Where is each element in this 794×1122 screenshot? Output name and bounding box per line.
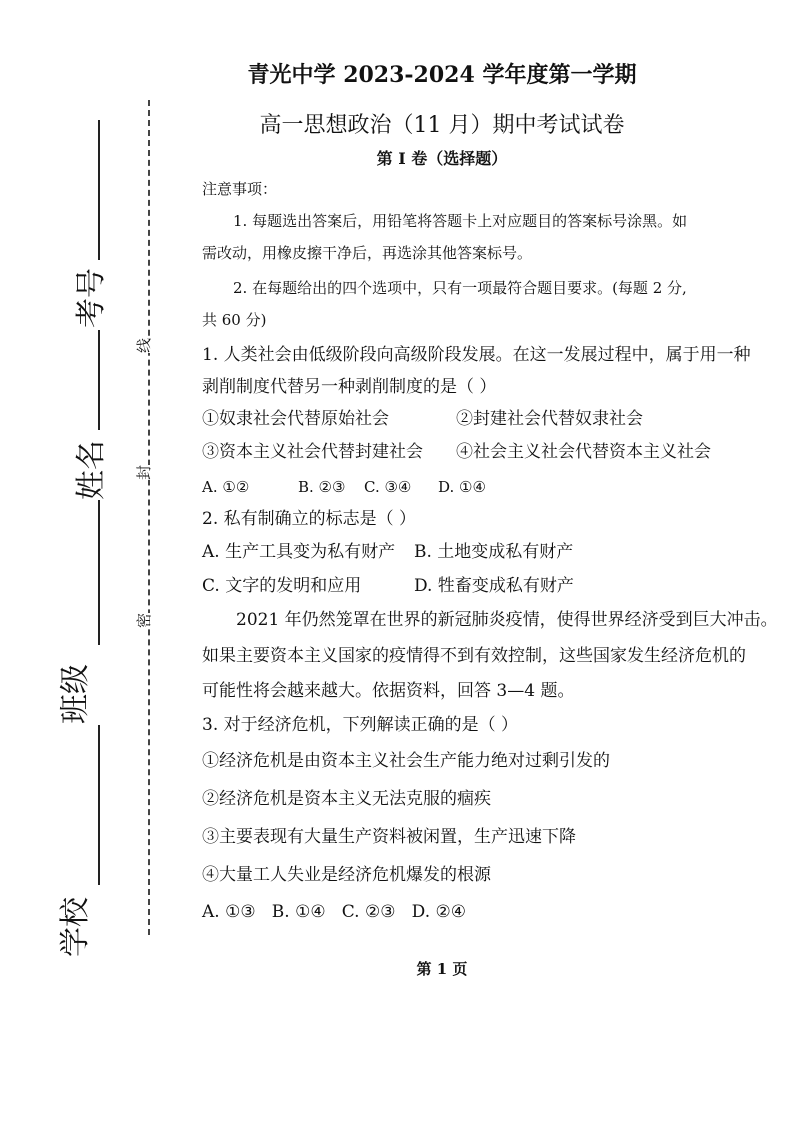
q2-option-c: C. 文字的发明和应用: [202, 576, 362, 596]
section-title: 第 I 卷（选择题）: [376, 149, 508, 168]
q1-choice-c: C. ③④: [364, 478, 412, 496]
name-underline: [98, 330, 100, 430]
q1-statement-4: ④社会主义社会代替资本主义社会: [456, 442, 711, 462]
exam-no-label: 考号: [74, 268, 109, 328]
q2-stem: 2. 私有制确立的标志是（ ）: [202, 509, 417, 529]
q3-statement-4: ④大量工人失业是经济危机爆发的根源: [202, 865, 491, 885]
school-label: 学校: [58, 897, 93, 957]
q1-stem-line2: 剥削制度代替另一种剥削制度的是（ ）: [202, 377, 497, 397]
seal-dashed-line: [148, 100, 150, 935]
notice-item1-line1: 1. 每题选出答案后，用铅笔将答题卡上对应题目的答案标号涂黑。如: [233, 212, 688, 230]
q3-stem: 3. 对于经济危机，下列解读正确的是（ ）: [202, 715, 519, 735]
material-line2: 如果主要资本主义国家的疫情得不到有效控制，这些国家发生经济危机的: [202, 646, 746, 666]
notice-heading: 注意事项：: [202, 180, 278, 198]
q3-statement-3: ③主要表现有大量生产资料被闲置，生产迅速下降: [202, 827, 576, 847]
q2-option-d: D. 牲畜变成私有财产: [414, 576, 574, 596]
q1-statement-3: ③资本主义社会代替封建社会: [202, 442, 423, 462]
material-line1: 2021 年仍然笼罩在世界的新冠肺炎疫情，使得世界经济受到巨大冲击。: [236, 610, 778, 630]
exam-school-title: 青光中学 2023-2024 学年度第一学期: [247, 62, 637, 88]
q1-choice-d: D. ①④: [438, 478, 486, 496]
notice-item1-line2: 需改动，用橡皮擦干净后，再选涂其他答案标号。: [202, 244, 533, 262]
q3-statement-2: ②经济危机是资本主义无法克服的痼疾: [202, 789, 491, 809]
seal-mark-line: 线: [135, 337, 154, 354]
q1-stem-line1: 1. 人类社会由低级阶段向高级阶段发展。在这一发展过程中，属于用一种: [202, 345, 751, 365]
material-line3: 可能性将会越来越大。依据资料，回答 3—4 题。: [202, 681, 575, 701]
q1-statement-2: ②封建社会代替奴隶社会: [456, 409, 643, 429]
q2-option-a: A. 生产工具变为私有财产: [202, 542, 396, 562]
exam-no-underline: [98, 120, 100, 260]
notice-item2-line1: 2. 在每题给出的四个选项中，只有一项最符合题目要求。(每题 2 分,: [233, 279, 687, 297]
seal-mark-secret: 密: [135, 612, 154, 629]
name-label: 姓名: [74, 440, 109, 500]
q1-choice-b: B. ②③: [298, 478, 346, 496]
q3-statement-1: ①经济危机是由资本主义社会生产能力绝对过剩引发的: [202, 751, 610, 771]
class-underline: [98, 500, 100, 645]
q3-choices: A. ①③ B. ①④ C. ②③ D. ②④: [202, 902, 466, 922]
class-label: 班级: [58, 664, 93, 724]
seal-mark-seal: 封: [135, 464, 154, 481]
q1-choice-a: A. ①②: [202, 478, 250, 496]
page-number: 第 1 页: [416, 960, 468, 978]
exam-subtitle: 高一思想政治（11 月）期中考试试卷: [259, 113, 625, 138]
q1-statement-1: ①奴隶社会代替原始社会: [202, 409, 389, 429]
q2-option-b: B. 土地变成私有财产: [414, 542, 574, 562]
notice-item2-line2: 共 60 分): [202, 311, 267, 329]
school-underline: [98, 725, 100, 885]
